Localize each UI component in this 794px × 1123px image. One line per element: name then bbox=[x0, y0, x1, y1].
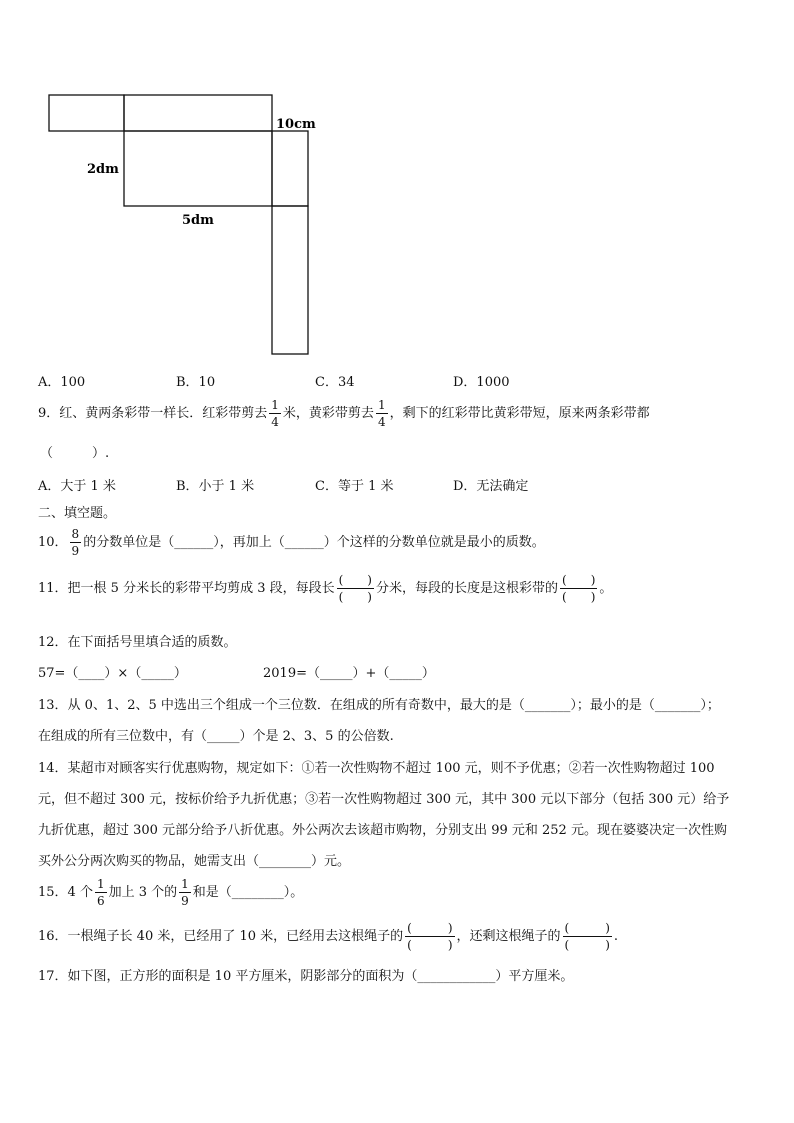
q11-text-3: 。 bbox=[599, 581, 613, 596]
q11-blank-1-den: ( ) bbox=[338, 590, 372, 604]
q16-blank-2-den: ( ) bbox=[564, 938, 610, 952]
q8-option-d: D．1000 bbox=[453, 375, 510, 390]
q9-question bbox=[38, 399, 650, 428]
q9-text-3: ，剩下的红彩带比黄彩带短，原来两条彩带都 bbox=[389, 406, 650, 421]
q11-blank-2-den: ( ) bbox=[562, 590, 596, 604]
label-10cm: 10cm bbox=[276, 117, 316, 132]
q9-text-2: 米，黄彩带剪去 bbox=[282, 406, 374, 421]
box-net-figure bbox=[0, 0, 340, 370]
q17-question: 17．如下图，正方形的面积是 10 平方厘米，阴影部分的面积为（____________）平方厘米。 bbox=[38, 969, 574, 984]
q10-text: 的分数单位是（______），再加上（______）个这样的分数单位就是最小的质数。 bbox=[83, 535, 545, 550]
q16-text-3: . bbox=[613, 929, 619, 944]
q16-blank-1-den: ( ) bbox=[407, 938, 453, 952]
q11-blank-fraction-1[interactable] bbox=[337, 574, 374, 603]
q9-option-c: C．等于 1 米 bbox=[315, 479, 394, 494]
q13-line-1: 13．从 0、1、2、5 中选出三个组成一个三位数．在组成的所有奇数中，最大的是（_______）；最小的是（_______）； bbox=[38, 698, 720, 713]
net-front-face bbox=[124, 131, 272, 206]
q15-question bbox=[38, 878, 303, 907]
label-5dm: 5dm bbox=[182, 213, 214, 228]
q11-blank-fraction-2[interactable] bbox=[560, 574, 597, 603]
q15-fraction-2-num: 1 bbox=[181, 877, 189, 891]
q10-fraction-den: 9 bbox=[71, 544, 80, 558]
q9-option-b: B．小于 1 米 bbox=[176, 479, 255, 494]
q9-text-1: 9．红、黄两条彩带一样长．红彩带剪去 bbox=[38, 406, 268, 421]
q15-text-2: 加上 3 个的 bbox=[108, 885, 178, 900]
q16-blank-fraction-1[interactable] bbox=[405, 922, 454, 951]
q8-option-b: B．10 bbox=[176, 375, 216, 390]
q12-question: 12．在下面括号里填合适的质数。 bbox=[38, 635, 237, 650]
q11-question bbox=[38, 574, 612, 603]
q15-fraction-1-den: 6 bbox=[96, 894, 105, 908]
q15-fraction-1-num: 1 bbox=[96, 877, 105, 891]
q14-line-2: 元，但不超过 300 元，按标价给予九折优惠；③若一次性购物超过 300 元，其中 300 元以下部分（包括 300 元）给予 bbox=[38, 792, 730, 807]
net-top-face bbox=[124, 95, 272, 131]
q16-blank-1-num: ( ) bbox=[407, 921, 453, 935]
q9-fraction-1 bbox=[269, 399, 281, 428]
q10-number: 10． bbox=[38, 535, 68, 550]
q16-text-1: 16．一根绳子长 40 米，已经用了 10 米，已经用去这根绳子的 bbox=[38, 929, 404, 944]
q9-fraction-2 bbox=[376, 399, 388, 428]
q8-option-c: C．34 bbox=[315, 375, 355, 390]
q13-line-2: 在组成的所有三位数中，有（_____）个是 2、3、5 的公倍数. bbox=[38, 729, 394, 744]
q11-blank-1-num: ( ) bbox=[338, 573, 372, 587]
q14-line-4: 买外公分两次购买的物品，她需支出（________）元。 bbox=[38, 854, 351, 869]
q9-fraction-2-num: 1 bbox=[377, 398, 386, 412]
q9-option-a: A．大于 1 米 bbox=[38, 479, 116, 494]
q15-text-3: 和是（________）。 bbox=[192, 885, 304, 900]
q9-option-d: D．无法确定 bbox=[453, 479, 529, 494]
q9-answer-blank: （ ）. bbox=[40, 446, 110, 461]
q14-line-1: 14．某超市对顾客实行优惠购物，规定如下：①若一次性购物不超过 100 元，则不予优惠；②若一次性购物超过 100 bbox=[38, 761, 715, 776]
q9-fraction-1-num: 1 bbox=[271, 398, 279, 412]
q12-blank-multiply[interactable]: 57=（____）×（_____） bbox=[38, 666, 187, 681]
q10-question bbox=[38, 528, 545, 557]
label-2dm: 2dm bbox=[87, 162, 119, 177]
q10-fraction bbox=[70, 528, 82, 557]
q12-blank-add[interactable]: 2019=（_____）+（_____） bbox=[263, 666, 435, 681]
q11-text-1: 11．把一根 5 分米长的彩带平均剪成 3 段，每段长 bbox=[38, 581, 335, 596]
net-top-left-face bbox=[49, 95, 124, 131]
section-heading-fill-in: 二、填空题。 bbox=[38, 506, 117, 521]
q16-text-2: ，还剩这根绳子的 bbox=[456, 929, 561, 944]
q16-question bbox=[38, 922, 618, 951]
q15-text-1: 15．4 个 bbox=[38, 885, 93, 900]
q15-fraction-2 bbox=[179, 878, 191, 907]
net-bottom-face bbox=[272, 206, 308, 354]
q15-fraction-1 bbox=[95, 878, 107, 907]
q15-fraction-2-den: 9 bbox=[181, 894, 189, 908]
net-side-face bbox=[272, 131, 308, 206]
q8-option-a: A．100 bbox=[38, 375, 86, 390]
q11-text-2: 分米，每段的长度是这根彩带的 bbox=[376, 581, 559, 596]
q10-fraction-num: 8 bbox=[71, 527, 80, 541]
q16-blank-2-num: ( ) bbox=[564, 921, 610, 935]
q14-line-3: 九折优惠，超过 300 元部分给予八折优惠。外公两次去该超市购物，分别支出 99 元和 252 元。现在婆婆决定一次性购 bbox=[38, 823, 727, 838]
q11-blank-2-num: ( ) bbox=[562, 573, 596, 587]
q16-blank-fraction-2[interactable] bbox=[563, 922, 612, 951]
q9-fraction-1-den: 4 bbox=[271, 415, 279, 429]
q9-fraction-2-den: 4 bbox=[377, 415, 386, 429]
